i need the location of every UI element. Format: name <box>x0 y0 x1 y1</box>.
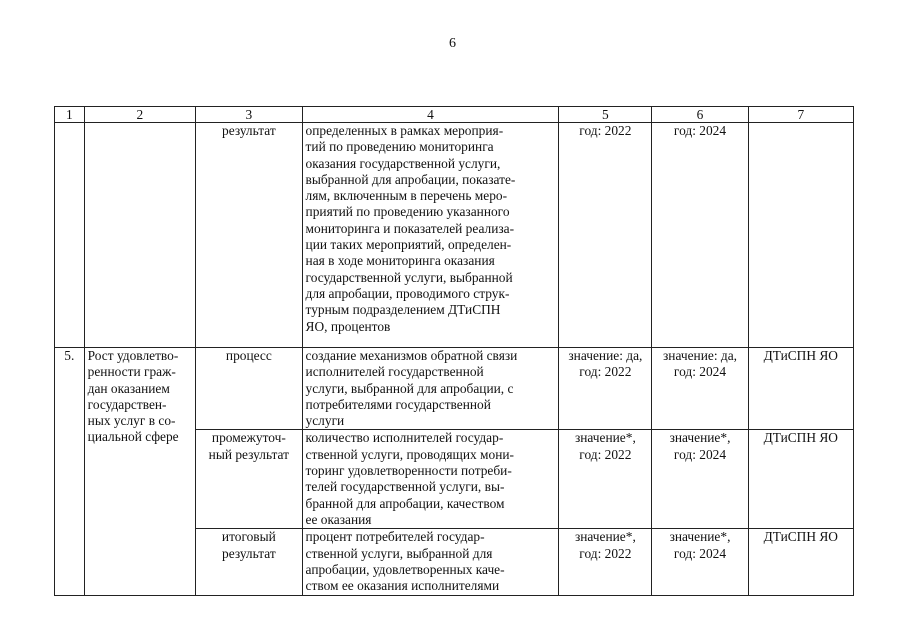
goal-cell <box>84 123 196 348</box>
table-row <box>55 348 854 430</box>
row-number-cell: 5. <box>55 348 85 596</box>
indicator-text-cell: определенных в рамках мероприя- тий по проведению мониторинга оказания государственной услуги, выбранной для апробации, показате- лям, включенным в перечень меро- приятий по проведению указанного мониторинга и показателей реализа- ции таких мероприятий, определен- ная в ходе мониторинга оказания государственной услуги, выбранной для апробации, проводимого струк- турным подразделением ДТиСПН ЯО, процентов <box>302 123 559 348</box>
goal-cell: Рост удовлетво- ренности граж- дан оказанием государствен- ных услуг в со- циальной сфере <box>84 348 196 596</box>
responsible-cell <box>748 123 853 348</box>
target-value-cell: значение*, год: 2024 <box>652 529 748 596</box>
indicator-text-cell: процент потребителей государ- ственной услуги, выбранной для апробации, удовлетворенных каче- ством ее оказания исполнителями <box>302 529 559 596</box>
target-value-cell: значение*, год: 2024 <box>652 430 748 529</box>
responsible-cell: ДТиСПН ЯО <box>748 348 853 430</box>
base-value-cell: значение*, год: 2022 <box>559 430 652 529</box>
header-cell-1: 1 <box>55 107 85 123</box>
row-number-cell <box>55 123 85 348</box>
header-cell-6: 6 <box>652 107 748 123</box>
header-cell-3: 3 <box>196 107 302 123</box>
indicators-table <box>54 106 854 596</box>
table-row <box>55 123 854 348</box>
base-value-cell: значение: да, год: 2022 <box>559 348 652 430</box>
header-cell-5: 5 <box>559 107 652 123</box>
target-value-cell: значение: да, год: 2024 <box>652 348 748 430</box>
header-cell-7: 7 <box>748 107 853 123</box>
indicator-text-cell: количество исполнителей государ- ственной услуги, проводящих мони- торинг удовлетворенности потреби- телей государственной услуги, вы- бранной для апробации, качеством ее оказания <box>302 430 559 529</box>
table-header-row <box>55 107 854 123</box>
indicator-text-cell: создание механизмов обратной связи исполнителей государственной услуги, выбранной для апробации, с потребителями государственной услуги <box>302 348 559 430</box>
base-value-cell: год: 2022 <box>559 123 652 348</box>
page-number: 6 <box>449 36 456 51</box>
header-cell-2: 2 <box>84 107 196 123</box>
responsible-cell: ДТиСПН ЯО <box>748 529 853 596</box>
indicator-type-cell: итоговый результат <box>196 529 302 596</box>
indicator-type-cell: результат <box>196 123 302 348</box>
target-value-cell: год: 2024 <box>652 123 748 348</box>
header-cell-4: 4 <box>302 107 559 123</box>
base-value-cell: значение*, год: 2022 <box>559 529 652 596</box>
responsible-cell: ДТиСПН ЯО <box>748 430 853 529</box>
indicator-type-cell: промежуточ- ный результат <box>196 430 302 529</box>
indicator-type-cell: процесс <box>196 348 302 430</box>
